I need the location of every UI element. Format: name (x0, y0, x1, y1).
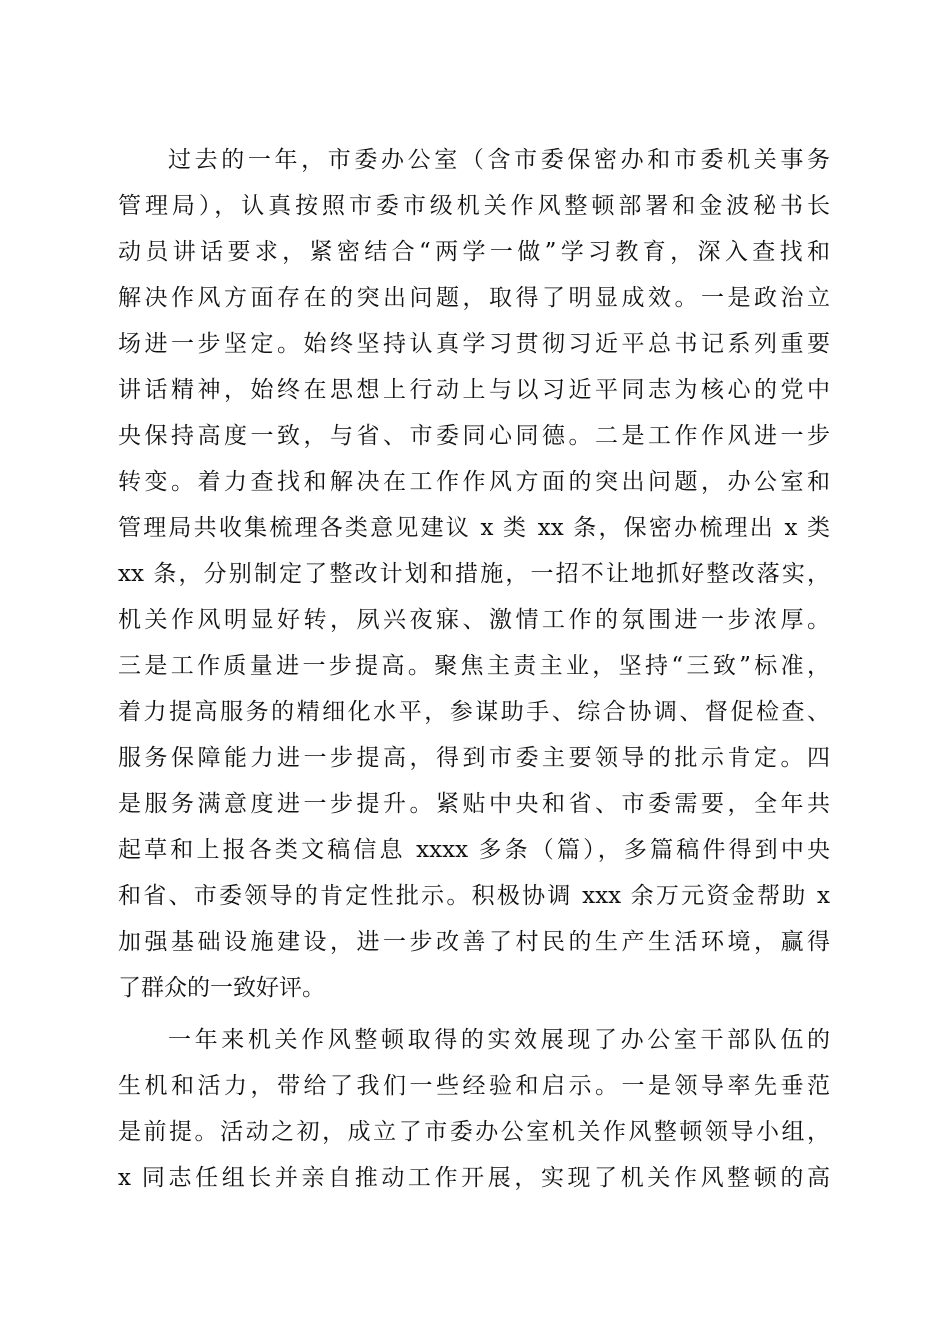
paragraph-1-line: 着力提高服务的精细化水平，参谋助手、综合协调、督促检查、 (118, 699, 830, 725)
paragraph-1-line: 管理局共收集梳理各类意见建议 x 类 xx 条，保密办梳理出 x 类 (118, 515, 830, 541)
paragraph-1-line: 场进一步坚定。始终坚持认真学习贯彻习近平总书记系列重要 (118, 331, 830, 357)
paragraph-1-line: 起草和上报各类文稿信息 xxxx 多条（篇），多篇稿件得到中央 (118, 837, 830, 863)
paragraph-1-line: 解决作风方面存在的突出问题，取得了明显成效。一是政治立 (118, 285, 830, 311)
paragraph-1-line: 讲话精神，始终在思想上行动上与以习近平同志为核心的党中 (118, 377, 830, 403)
paragraph-1-line: 服务保障能力进一步提高，得到市委主要领导的批示肯定。四 (118, 745, 830, 771)
paragraph-2-line: x 同志任组长并亲自推动工作开展，实现了机关作风整顿的高 (118, 1165, 830, 1191)
paragraph-1-line: 三是工作质量进一步提高。聚焦主责主业，坚持“三致”标准， (118, 653, 830, 679)
paragraph-1-line: 了群众的一致好评。 (118, 975, 325, 1001)
paragraph-1-line: 是服务满意度进一步提升。紧贴中央和省、市委需要，全年共 (118, 791, 830, 817)
paragraph-1-line: 管理局），认真按照市委市级机关作风整顿部署和金波秘书长 (118, 193, 830, 219)
paragraph-1-line: 过去的一年，市委办公室（含市委保密办和市委机关事务 (168, 147, 830, 173)
paragraph-1-line: 动员讲话要求，紧密结合“两学一做”学习教育，深入查找和 (118, 239, 830, 265)
paragraph-1-line: 和省、市委领导的肯定性批示。积极协调 xxx 余万元资金帮助 x (118, 883, 830, 909)
paragraph-2-line: 是前提。活动之初，成立了市委办公室机关作风整顿领导小组， (118, 1119, 830, 1145)
paragraph-1-line: 机关作风明显好转，夙兴夜寐、激情工作的氛围进一步浓厚。 (118, 607, 830, 633)
paragraph-2-line: 一年来机关作风整顿取得的实效展现了办公室干部队伍的 (168, 1027, 830, 1053)
paragraph-2-line: 生机和活力，带给了我们一些经验和启示。一是领导率先垂范 (118, 1073, 830, 1099)
paragraph-1-line: 加强基础设施建设，进一步改善了村民的生产生活环境，赢得 (118, 929, 830, 955)
paragraph-1-line: xx 条，分别制定了整改计划和措施，一招不让地抓好整改落实， (118, 561, 830, 587)
paragraph-1-line: 转变。着力查找和解决在工作作风方面的突出问题，办公室和 (118, 469, 830, 495)
paragraph-1-line: 央保持高度一致，与省、市委同心同德。二是工作作风进一步 (118, 423, 830, 449)
